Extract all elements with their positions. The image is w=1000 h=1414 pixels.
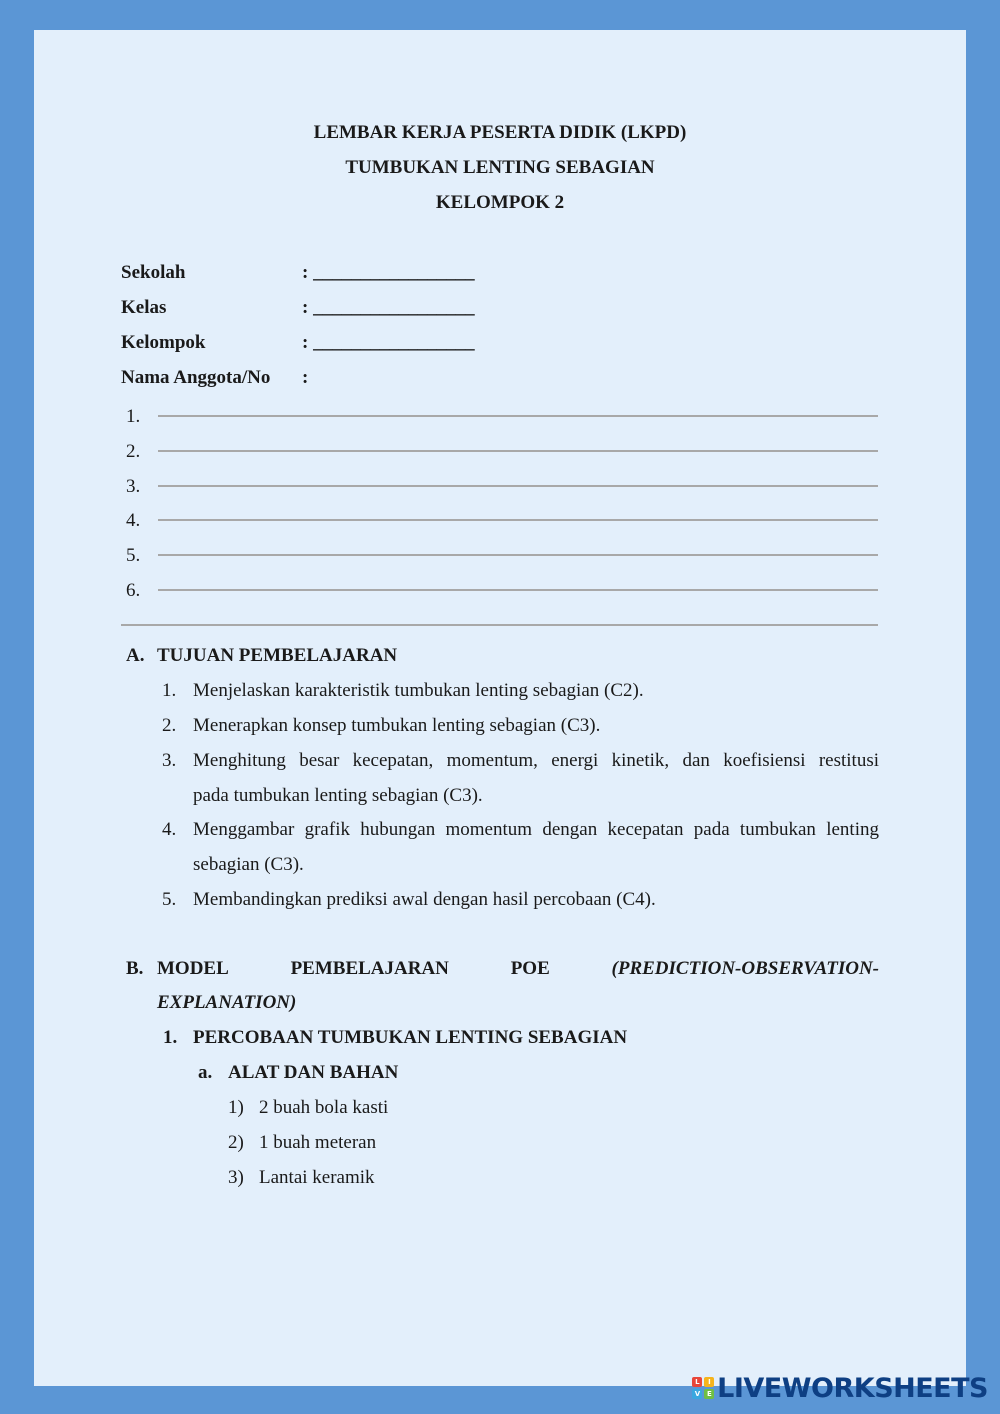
field-input-sekolah[interactable]: : _________________ — [302, 262, 475, 283]
member-input-2[interactable] — [158, 450, 878, 452]
field-input-kelompok[interactable]: : _________________ — [302, 332, 475, 353]
objective-text-continued: pada tumbukan lenting sebagian (C3). — [193, 785, 483, 806]
member-number-3: 3. — [126, 476, 141, 497]
member-number-6: 6. — [126, 580, 141, 601]
experiment-title: PERCOBAAN TUMBUKAN LENTING SEBAGIAN — [193, 1027, 628, 1048]
member-input-3[interactable] — [158, 485, 878, 487]
member-number-1: 1. — [126, 406, 141, 427]
field-label-sekolah: Sekolah — [121, 262, 186, 283]
field-label-kelompok: Kelompok — [121, 332, 206, 353]
worksheet-title: LEMBAR KERJA PESERTA DIDIK (LKPD) — [313, 122, 687, 143]
section-a-title: TUJUAN PEMBELAJARAN — [157, 645, 398, 666]
section-a-letter: A. — [126, 645, 145, 666]
logo-tile: V — [692, 1389, 702, 1399]
experiment-number: 1. — [163, 1027, 178, 1048]
worksheet-page — [34, 30, 966, 1386]
material-number: 2) — [228, 1132, 244, 1153]
field-input-kelas[interactable]: : _________________ — [302, 297, 475, 318]
objective-text: Menggambar grafik hubungan momentum dengan kecepatan pada tumbukan lenting — [193, 819, 879, 840]
objective-text: Membandingkan prediksi awal dengan hasil percobaan (C4). — [193, 889, 656, 910]
member-input-6[interactable] — [158, 589, 878, 591]
field-label-kelas: Kelas — [121, 297, 167, 318]
member-input-1[interactable] — [158, 415, 878, 417]
objective-text: Menerapkan konsep tumbukan lenting sebagian (C3). — [193, 715, 601, 736]
member-number-2: 2. — [126, 441, 141, 462]
section-b-title-word: PEMBELAJARAN — [290, 958, 449, 979]
objective-number: 1. — [162, 680, 177, 701]
material-item: Lantai keramik — [259, 1167, 375, 1188]
material-number: 3) — [228, 1167, 244, 1188]
member-number-4: 4. — [126, 510, 141, 531]
material-number: 1) — [228, 1097, 244, 1118]
logo-grid-icon — [692, 1377, 714, 1399]
liveworksheets-logo[interactable] — [692, 1370, 988, 1406]
material-item: 2 buah bola kasti — [259, 1097, 389, 1118]
material-item: 1 buah meteran — [259, 1132, 377, 1153]
objective-number: 5. — [162, 889, 177, 910]
field-colon-nama-anggota: : — [302, 367, 309, 388]
section-b-title-word: (PREDICTION-OBSERVATION- — [611, 958, 879, 979]
section-b-title — [157, 958, 879, 980]
objective-text: Menjelaskan karakteristik tumbukan lenting sebagian (C2). — [193, 680, 644, 701]
logo-tile: I — [704, 1377, 714, 1387]
field-label-nama-anggota: Nama Anggota/No — [121, 367, 271, 388]
member-number-5: 5. — [126, 545, 141, 566]
member-input-5[interactable] — [158, 554, 878, 556]
worksheet-subtitle: TUMBUKAN LENTING SEBAGIAN — [345, 157, 655, 178]
group-title: KELOMPOK 2 — [435, 192, 565, 213]
tools-letter: a. — [198, 1062, 213, 1083]
section-b-letter: B. — [126, 958, 144, 979]
logo-tile: L — [692, 1377, 702, 1387]
logo-tile: E — [704, 1389, 714, 1399]
section-b-title-word: MODEL — [157, 958, 229, 979]
objective-number: 4. — [162, 819, 177, 840]
member-input-4[interactable] — [158, 519, 878, 521]
objective-number: 2. — [162, 715, 177, 736]
section-divider — [121, 624, 878, 626]
logo-text: LIVEWORKSHEETS — [717, 1372, 988, 1404]
objective-text: Menghitung besar kecepatan, momentum, energi kinetik, dan koefisiensi restitusi — [193, 750, 879, 771]
objective-number: 3. — [162, 750, 177, 771]
section-b-title-word: POE — [510, 958, 550, 979]
tools-title: ALAT DAN BAHAN — [228, 1062, 399, 1083]
section-b-title-continued: EXPLANATION) — [157, 992, 297, 1013]
objective-text-continued: sebagian (C3). — [193, 854, 304, 875]
